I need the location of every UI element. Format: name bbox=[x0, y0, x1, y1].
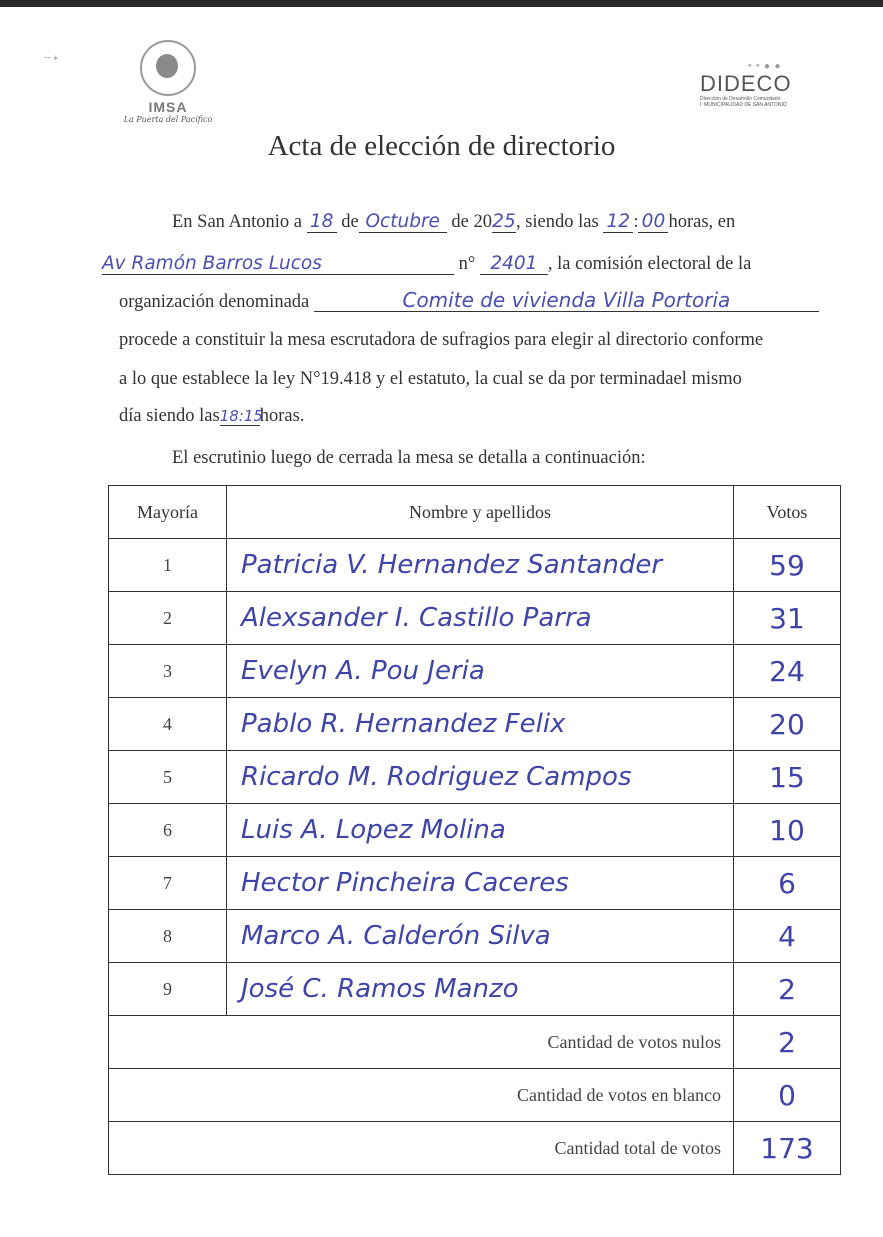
name-cell: Hector Pincheira Caceres bbox=[227, 857, 734, 910]
scan-mark: ‐‐ ⁎ bbox=[44, 52, 59, 63]
hour-field: 12 bbox=[603, 212, 633, 233]
votes-cell: 31 bbox=[734, 592, 841, 645]
text-numero: n° bbox=[458, 254, 476, 274]
address-field: Av Ramón Barros Lucos bbox=[102, 254, 454, 275]
table-row bbox=[109, 698, 841, 751]
rank-cell: 8 bbox=[109, 910, 227, 963]
scan-top-edge bbox=[0, 0, 883, 7]
header-name: Nombre y apellidos bbox=[227, 486, 734, 539]
rank-cell: 5 bbox=[109, 751, 227, 804]
name-cell: Ricardo M. Rodriguez Campos bbox=[227, 751, 734, 804]
minutes-field: 00 bbox=[638, 212, 668, 233]
name-cell: Evelyn A. Pou Jeria bbox=[227, 645, 734, 698]
text-horas-en: horas, en bbox=[668, 212, 736, 232]
header-rank: Mayoría bbox=[109, 486, 227, 539]
text-dia-siendo-las: día siendo las bbox=[119, 406, 220, 426]
votes-cell: 59 bbox=[734, 539, 841, 592]
table-row bbox=[109, 963, 841, 1016]
summary-value: 173 bbox=[734, 1122, 841, 1175]
votes-cell: 24 bbox=[734, 645, 841, 698]
summary-row-total bbox=[109, 1122, 841, 1175]
dideco-logo-subtitle-1: Dirección de Desarrollo Comunitario bbox=[700, 96, 781, 102]
results-table bbox=[108, 485, 841, 1175]
organization-field: Comite de vivienda Villa Portoria bbox=[314, 289, 819, 312]
day-field: 18 bbox=[307, 212, 337, 233]
table-row bbox=[109, 645, 841, 698]
address-number-field: 2401 bbox=[480, 254, 548, 275]
votes-cell: 4 bbox=[734, 910, 841, 963]
text-comision-electoral: , la comisión electoral de la bbox=[547, 254, 752, 274]
year-field: 25 bbox=[492, 211, 516, 232]
month-field: Octubre bbox=[359, 212, 447, 233]
text-organizacion-denominada: organización denominada bbox=[119, 292, 310, 312]
votes-cell: 10 bbox=[734, 804, 841, 857]
summary-label: Cantidad total de votos bbox=[109, 1122, 734, 1175]
summary-value: 2 bbox=[734, 1016, 841, 1069]
summary-value: 0 bbox=[734, 1069, 841, 1122]
dideco-dots-icon: • • ● ● bbox=[748, 61, 782, 72]
rank-cell: 1 bbox=[109, 539, 227, 592]
dideco-logo-name: DIDECO bbox=[700, 71, 792, 96]
table-row bbox=[109, 804, 841, 857]
text-siendo-las: , siendo las bbox=[515, 212, 599, 232]
name-cell: Alexsander I. Castillo Parra bbox=[227, 592, 734, 645]
table-row bbox=[109, 539, 841, 592]
municipal-emblem-icon bbox=[140, 40, 196, 96]
votes-cell: 20 bbox=[734, 698, 841, 751]
dideco-logo-subtitle-2: I. MUNICIPALIDAD DE SAN ANTONIO bbox=[700, 102, 787, 108]
table-row bbox=[109, 857, 841, 910]
body-line-6 bbox=[119, 406, 304, 427]
name-cell: José C. Ramos Manzo bbox=[227, 963, 734, 1016]
name-cell: Marco A. Calderón Silva bbox=[227, 910, 734, 963]
document-title: Acta de elección de directorio bbox=[267, 130, 616, 162]
summary-label: Cantidad de votos en blanco bbox=[109, 1069, 734, 1122]
body-line-2 bbox=[102, 254, 751, 275]
votes-cell: 15 bbox=[734, 751, 841, 804]
table-row bbox=[109, 751, 841, 804]
body-line-1 bbox=[172, 212, 735, 233]
table-row bbox=[109, 910, 841, 963]
header-votes: Votos bbox=[734, 486, 841, 539]
rank-cell: 7 bbox=[109, 857, 227, 910]
text-de-20: de 20 bbox=[451, 212, 492, 232]
text-colon: : bbox=[633, 212, 639, 232]
summary-row-null bbox=[109, 1016, 841, 1069]
table-header-row bbox=[109, 486, 841, 539]
name-cell: Luis A. Lopez Molina bbox=[227, 804, 734, 857]
body-line-4: procede a constituir la mesa escrutadora de sufragios para elegir al directorio conforme bbox=[119, 330, 764, 350]
results-intro: El escrutinio luego de cerrada la mesa se detalla a continuación: bbox=[172, 448, 646, 468]
rank-cell: 6 bbox=[109, 804, 227, 857]
rank-cell: 2 bbox=[109, 592, 227, 645]
summary-row-blank bbox=[109, 1069, 841, 1122]
votes-cell: 2 bbox=[734, 963, 841, 1016]
rank-cell: 3 bbox=[109, 645, 227, 698]
imsa-logo-name: IMSA bbox=[148, 99, 188, 115]
body-line-5: a lo que establece la ley N°19.418 y el estatuto, la cual se da por terminadael mismo bbox=[119, 369, 742, 389]
text-de: de bbox=[341, 212, 359, 232]
text-horas: horas. bbox=[259, 406, 305, 426]
imsa-logo bbox=[118, 40, 218, 124]
end-time-field: 18:15 bbox=[219, 407, 263, 425]
name-cell: Patricia V. Hernandez Santander bbox=[227, 539, 734, 592]
dideco-logo bbox=[700, 62, 830, 108]
summary-label: Cantidad de votos nulos bbox=[109, 1016, 734, 1069]
table-row bbox=[109, 592, 841, 645]
imsa-logo-tagline: La Puerta del Pacífico bbox=[123, 115, 213, 124]
body-line-3 bbox=[119, 289, 819, 313]
rank-cell: 4 bbox=[109, 698, 227, 751]
rank-cell: 9 bbox=[109, 963, 227, 1016]
text-en-san-antonio: En San Antonio a bbox=[172, 212, 303, 232]
name-cell: Pablo R. Hernandez Felix bbox=[227, 698, 734, 751]
votes-cell: 6 bbox=[734, 857, 841, 910]
